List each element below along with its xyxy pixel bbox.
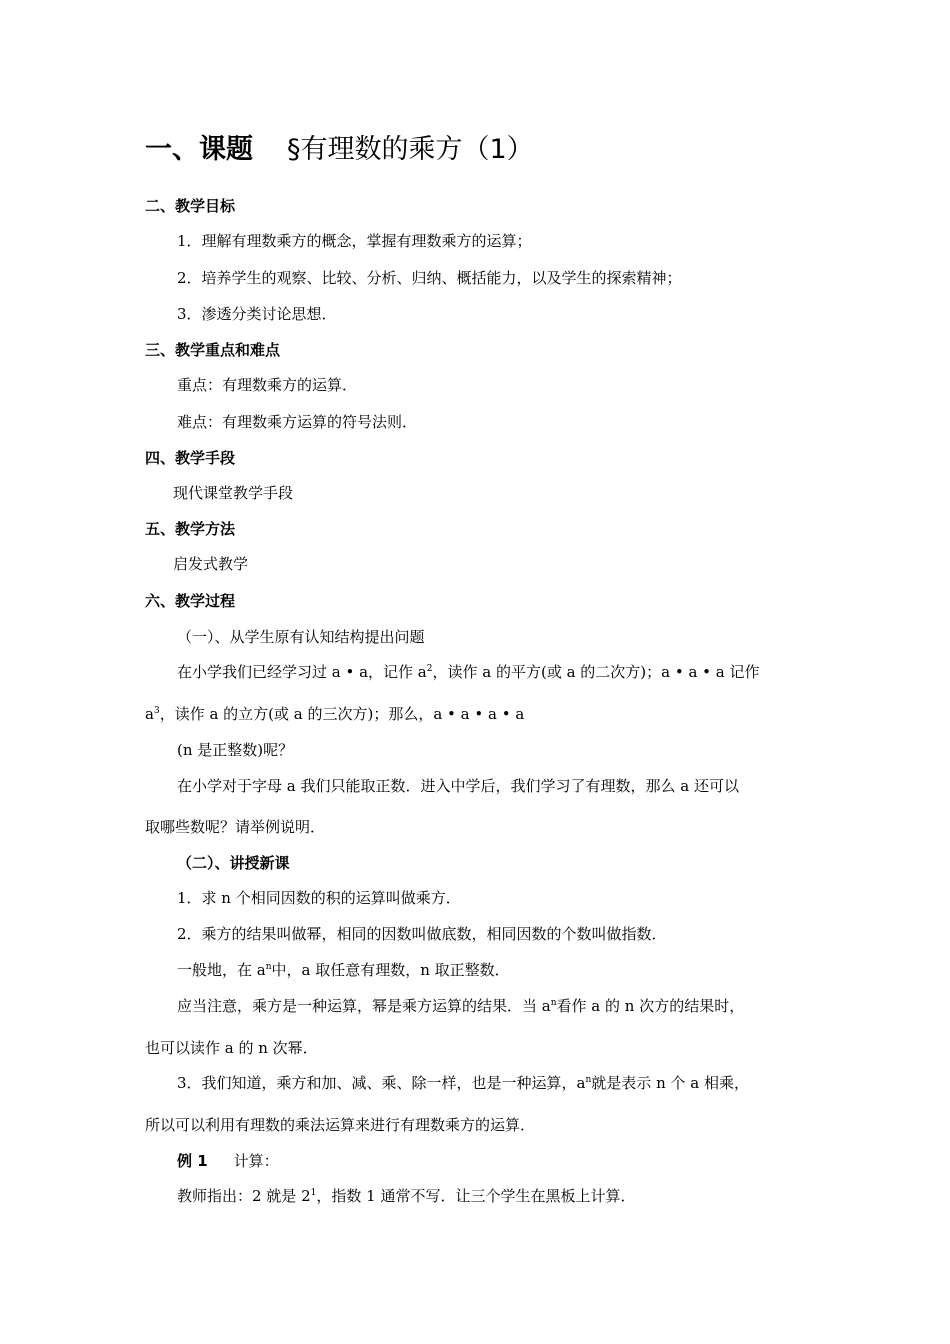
p1-text-c: a: [145, 705, 154, 723]
goal-item-2: 2．培养学生的观察、比较、分析、归纳、概括能力，以及学生的探索精神；: [177, 269, 682, 287]
p1-text-b: ，读作 a 的平方(或 a 的二次方)；a • a • a 记作: [432, 663, 760, 681]
l4-sup-n: n: [550, 998, 557, 1008]
section-heading-method: 五、教学方法: [145, 520, 236, 538]
paragraph-2-line-2: 取哪些数呢？请举例说明．: [145, 818, 326, 836]
new-lesson-item-1: 1．求 n 个相同因数的积的运算叫做乘方．: [177, 889, 461, 907]
l5-sup-n: n: [585, 1075, 592, 1085]
l3-sup-n: n: [265, 962, 272, 972]
teacher-sup-1: 1: [310, 1188, 317, 1198]
teacher-text-a: 教师指出：2 就是 2: [177, 1187, 311, 1205]
note-line-1: [177, 994, 744, 1018]
l4-text-a: 应当注意，乘方是一种运算，幂是乘方运算的结果．当 a: [177, 997, 551, 1015]
p1-sup-2: 2: [426, 664, 433, 674]
method-text: 启发式教学: [173, 555, 249, 573]
l3-text-b: 中，a 取任意有理数，n 取正整数．: [271, 961, 510, 979]
p1-text-a: 在小学我们已经学习过 a • a，记作 a: [177, 663, 427, 681]
title-main: 一、课题: [145, 134, 253, 165]
example-label: 例 1: [177, 1152, 208, 1170]
l5-text-a: 3．我们知道，乘方和加、减、乘、除一样，也是一种运算，a: [177, 1074, 586, 1092]
paragraph-1-line-2: [145, 702, 524, 726]
paragraph-1-line-1: [177, 660, 760, 684]
teacher-note: [177, 1184, 635, 1208]
l3-text-a: 一般地，在 a: [177, 961, 266, 979]
item-3-line-2: 所以可以利用有理数的乘法运算来进行有理数乘方的运算．: [145, 1116, 536, 1134]
goal-item-3: 3．渗透分类讨论思想．: [177, 305, 337, 323]
title-sub: §有理数的乘方（1）: [287, 134, 534, 165]
general-statement: [177, 958, 510, 982]
means-text: 现代课堂教学手段: [173, 484, 294, 502]
lesson-title: [145, 128, 534, 172]
paragraph-2-line-1: 在小学对于字母 a 我们只能取正数．进入中学后，我们学习了有理数，那么 a 还可以: [177, 777, 739, 795]
l4-text-b: 看作 a 的 n 次方的结果时，: [556, 997, 745, 1015]
item-3-line-1: [177, 1071, 749, 1095]
paragraph-1-line-3: (n 是正整数)呢？: [177, 741, 294, 759]
section-heading-goals: 二、教学目标: [145, 197, 236, 215]
p1-text-d: ，读作 a 的立方(或 a 的三次方)；那么，a • a • a • a: [159, 705, 525, 723]
note-line-2: 也可以读作 a 的 n 次幂．: [145, 1039, 318, 1057]
new-lesson-item-2: 2．乘方的结果叫做幂，相同的因数叫做底数，相同因数的个数叫做指数．: [177, 925, 667, 943]
goal-item-1: 1．理解有理数乘方的概念，掌握有理数乘方的运算；: [177, 232, 532, 250]
p1-sup-3: 3: [153, 706, 160, 716]
example-text: 计算：: [233, 1152, 279, 1170]
key-point: 重点：有理数乘方的运算．: [177, 376, 358, 394]
section-heading-means: 四、教学手段: [145, 449, 236, 467]
section-heading-keypoints: 三、教学重点和难点: [145, 341, 281, 359]
difficult-point: 难点：有理数乘方运算的符号法则．: [177, 413, 418, 431]
section-heading-process: 六、教学过程: [145, 592, 236, 610]
l5-text-b: 就是表示 n 个 a 相乘，: [591, 1074, 749, 1092]
part2-heading: （二）、讲授新课: [177, 854, 290, 872]
teacher-text-b: ，指数 1 通常不写．让三个学生在黑板上计算．: [316, 1187, 636, 1205]
part1-heading: （一）、从学生原有认知结构提出问题: [177, 628, 425, 646]
example-1: [177, 1149, 279, 1173]
